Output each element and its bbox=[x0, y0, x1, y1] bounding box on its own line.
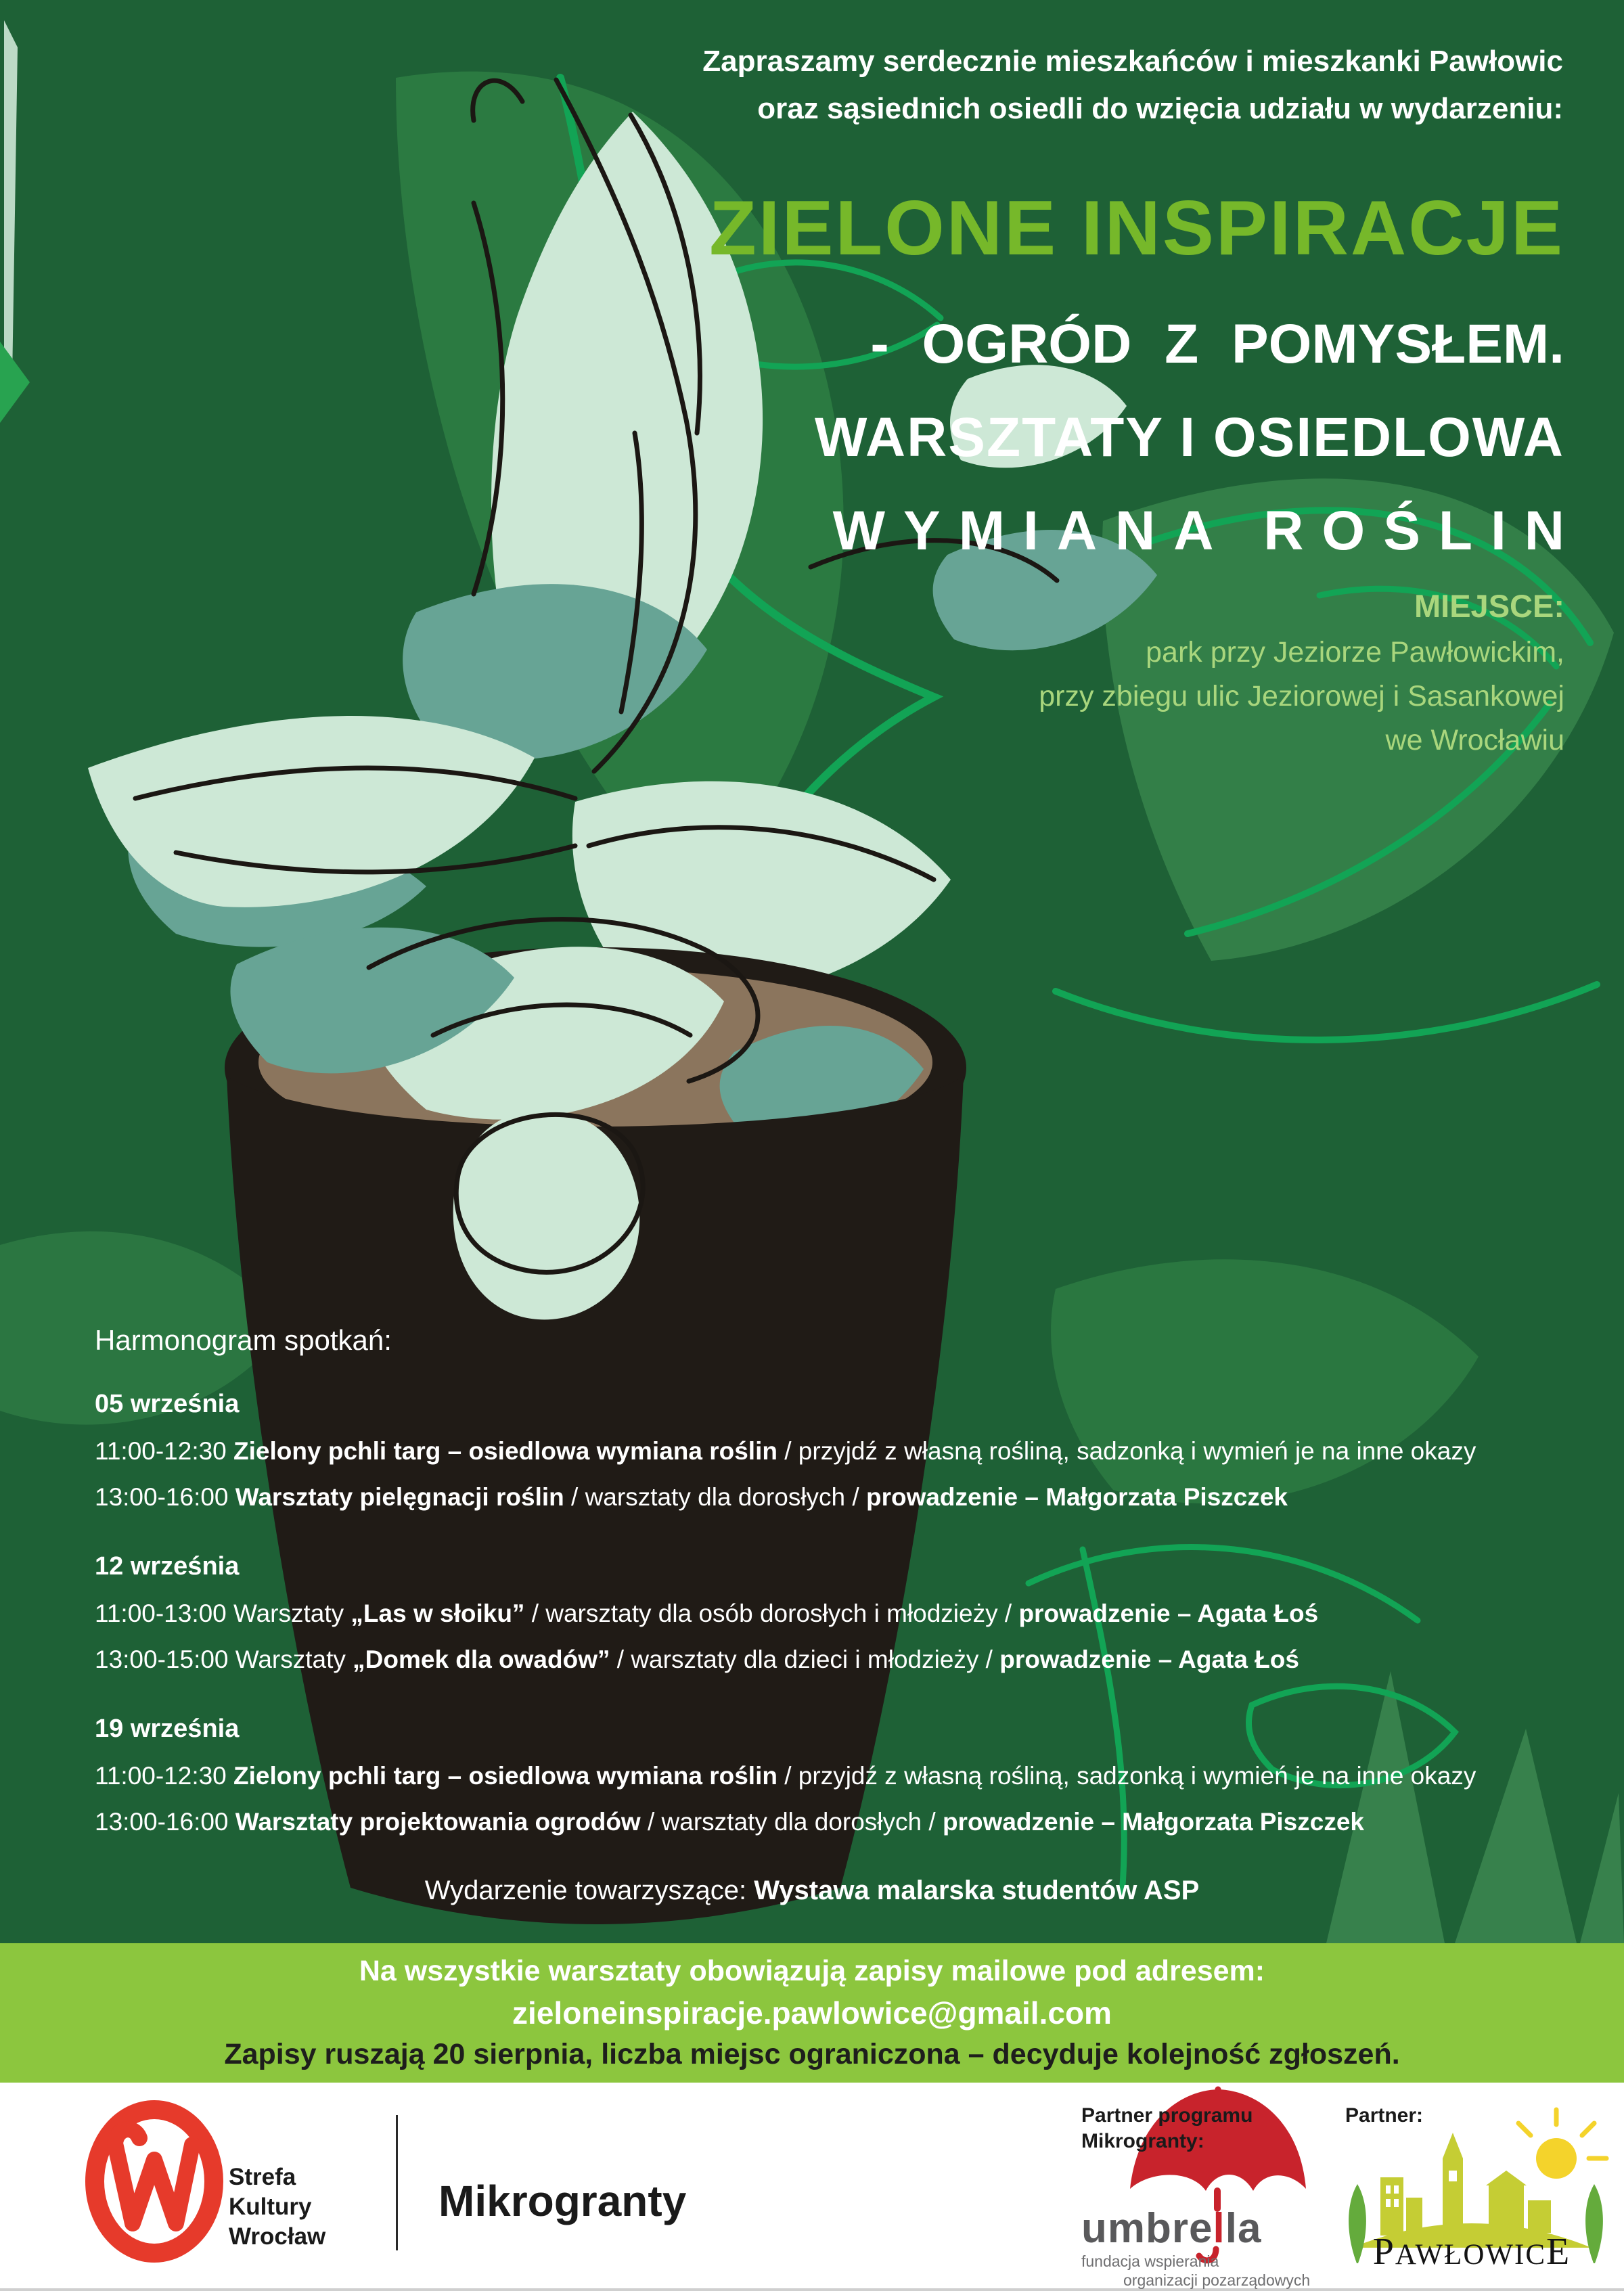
schedule-item bbox=[95, 1591, 1476, 1637]
schedule-section bbox=[95, 1323, 1476, 1845]
umbrella-subtitle-line-2: organizacji pozarządowych bbox=[1123, 2271, 1311, 2289]
registration-line-3: Zapisy ruszają 20 sierpnia, liczba miejsc ograniczona – decyduje kolejność zgłoszeń. bbox=[224, 2038, 1400, 2070]
location-label: MIEJSCE: bbox=[1414, 588, 1564, 624]
schedule-segment: prowadzenie – Agata Łoś bbox=[999, 1646, 1299, 1673]
schedule-segment: 11:00-13:00 Warsztaty bbox=[95, 1600, 351, 1627]
event-subtitle-2: WARSZTATY I OSIEDLOWA bbox=[815, 407, 1564, 468]
partner-program-line-2: Mikrogranty: bbox=[1081, 2130, 1204, 2152]
strefa-line-2: Kultury bbox=[229, 2194, 312, 2220]
strefa-line-1: Strefa bbox=[229, 2164, 296, 2190]
schedule-days bbox=[95, 1388, 1476, 1845]
schedule-segment: „Las w słoiku” bbox=[351, 1600, 525, 1627]
schedule-segment: 13:00-16:00 bbox=[95, 1808, 235, 1836]
registration-band bbox=[0, 1943, 1624, 2083]
schedule-segment: / warsztaty dla dorosłych / bbox=[640, 1808, 943, 1836]
schedule-day-date: 12 września bbox=[95, 1552, 240, 1581]
pawlowice-last-letter: E bbox=[1546, 2231, 1571, 2273]
registration-line-1: Na wszystkie warsztaty obowiązują zapisy mailowe pod adresem: bbox=[359, 1955, 1265, 1987]
footer-divider bbox=[396, 2115, 398, 2250]
strefa-kultury-label bbox=[229, 2162, 325, 2252]
location-line-2: przy zbiegu ulic Jeziorowej i Sasankowej bbox=[1039, 680, 1564, 712]
schedule-day-date: 19 września bbox=[95, 1715, 240, 1743]
event-title: ZIELONE INSPIRACJE bbox=[709, 185, 1564, 271]
schedule-segment: Zielony pchli targ – osiedlowa wymiana roślin bbox=[233, 1762, 777, 1790]
schedule-item bbox=[95, 1799, 1476, 1845]
schedule-segment: / warsztaty dla dzieci i młodzieży / bbox=[610, 1646, 1000, 1673]
schedule-segment: Warsztaty projektowania ogrodów bbox=[235, 1808, 641, 1836]
intro-line-1: Zapraszamy serdecznie mieszkańców i mieszkanki Pawłowic bbox=[702, 45, 1563, 78]
registration-email[interactable]: zieloneinspiracje.pawlowice@gmail.com bbox=[512, 1995, 1112, 2031]
schedule-segment: 13:00-15:00 Warsztaty bbox=[95, 1646, 353, 1673]
umbrella-word-red-l: l bbox=[1213, 2205, 1225, 2252]
schedule-item bbox=[95, 1474, 1476, 1520]
pawlowice-first-letter: P bbox=[1372, 2231, 1395, 2273]
pawlowice-mid-letters: AWŁOWIC bbox=[1395, 2239, 1547, 2271]
schedule-day bbox=[95, 1388, 1476, 1520]
schedule-segment: Zielony pchli targ – osiedlowa wymiana roślin bbox=[233, 1437, 777, 1465]
event-subtitle-1: - OGRÓD Z POMYSŁEM. bbox=[870, 313, 1564, 375]
schedule-segment: 13:00-16:00 bbox=[95, 1483, 235, 1511]
partner-label: Partner: bbox=[1345, 2104, 1424, 2127]
schedule-segment: / warsztaty dla osób dorosłych i młodzieży / bbox=[524, 1600, 1019, 1627]
schedule-segment: 11:00-12:30 bbox=[95, 1762, 234, 1790]
mikrogranty-wordmark: Mikrogranty bbox=[438, 2177, 687, 2225]
intro-text bbox=[548, 38, 1563, 133]
schedule-heading: Harmonogram spotkań: bbox=[95, 1324, 392, 1356]
umbrella-subtitle-line-1: fundacja wspierania bbox=[1081, 2252, 1219, 2270]
schedule-segment: „Domek dla owadów” bbox=[353, 1646, 610, 1673]
schedule-segment: prowadzenie – Małgorzata Piszczek bbox=[942, 1808, 1364, 1836]
partner-program-label bbox=[1081, 2103, 1253, 2154]
intro-line-2: oraz sąsiednich osiedli do wzięcia udziału w wydarzeniu: bbox=[757, 92, 1563, 125]
schedule-segment: / przyjdź z własną rośliną, sadzonką i wymień je na inne okazy bbox=[777, 1437, 1476, 1465]
location-line-3: we Wrocławiu bbox=[1385, 724, 1564, 756]
schedule-item bbox=[95, 1637, 1476, 1683]
footer bbox=[0, 2083, 1624, 2291]
location-line-1: park przy Jeziorze Pawłowickim, bbox=[1146, 636, 1564, 668]
schedule-day bbox=[95, 1550, 1476, 1683]
schedule-segment: 11:00-12:30 bbox=[95, 1437, 234, 1465]
partner-program-line-1: Partner programu bbox=[1081, 2104, 1253, 2127]
schedule-item bbox=[95, 1428, 1476, 1474]
event-subtitle-3: WYMIANA ROŚLIN bbox=[832, 500, 1583, 562]
strefa-line-3: Wrocław bbox=[229, 2223, 326, 2250]
umbrella-word-part2: la bbox=[1225, 2205, 1262, 2252]
schedule-day-date: 05 września bbox=[95, 1390, 240, 1418]
location-address bbox=[1039, 631, 1564, 763]
schedule-segment: / warsztaty dla dorosłych / bbox=[564, 1483, 866, 1511]
schedule-segment: / przyjdź z własną rośliną, sadzonką i wymień je na inne okazy bbox=[777, 1762, 1476, 1790]
schedule-day bbox=[95, 1712, 1476, 1845]
umbrella-wordmark bbox=[1081, 2204, 1261, 2252]
pawlowice-wordmark bbox=[1347, 2230, 1597, 2273]
side-event-label: Wydarzenie towarzyszące: bbox=[424, 1876, 754, 1905]
schedule-item bbox=[95, 1753, 1476, 1799]
strefa-kultury-logo-icon bbox=[95, 2110, 214, 2253]
schedule-segment: prowadzenie – Małgorzata Piszczek bbox=[865, 1483, 1288, 1511]
schedule-segment: Warsztaty pielęgnacji roślin bbox=[235, 1483, 564, 1511]
side-event-title: Wystawa malarska studentów ASP bbox=[754, 1876, 1200, 1905]
umbrella-subtitle bbox=[1081, 2252, 1310, 2290]
side-event-line bbox=[0, 1876, 1624, 1906]
schedule-segment: prowadzenie – Agata Łoś bbox=[1018, 1600, 1319, 1627]
umbrella-word-part1: umbre bbox=[1081, 2205, 1213, 2252]
